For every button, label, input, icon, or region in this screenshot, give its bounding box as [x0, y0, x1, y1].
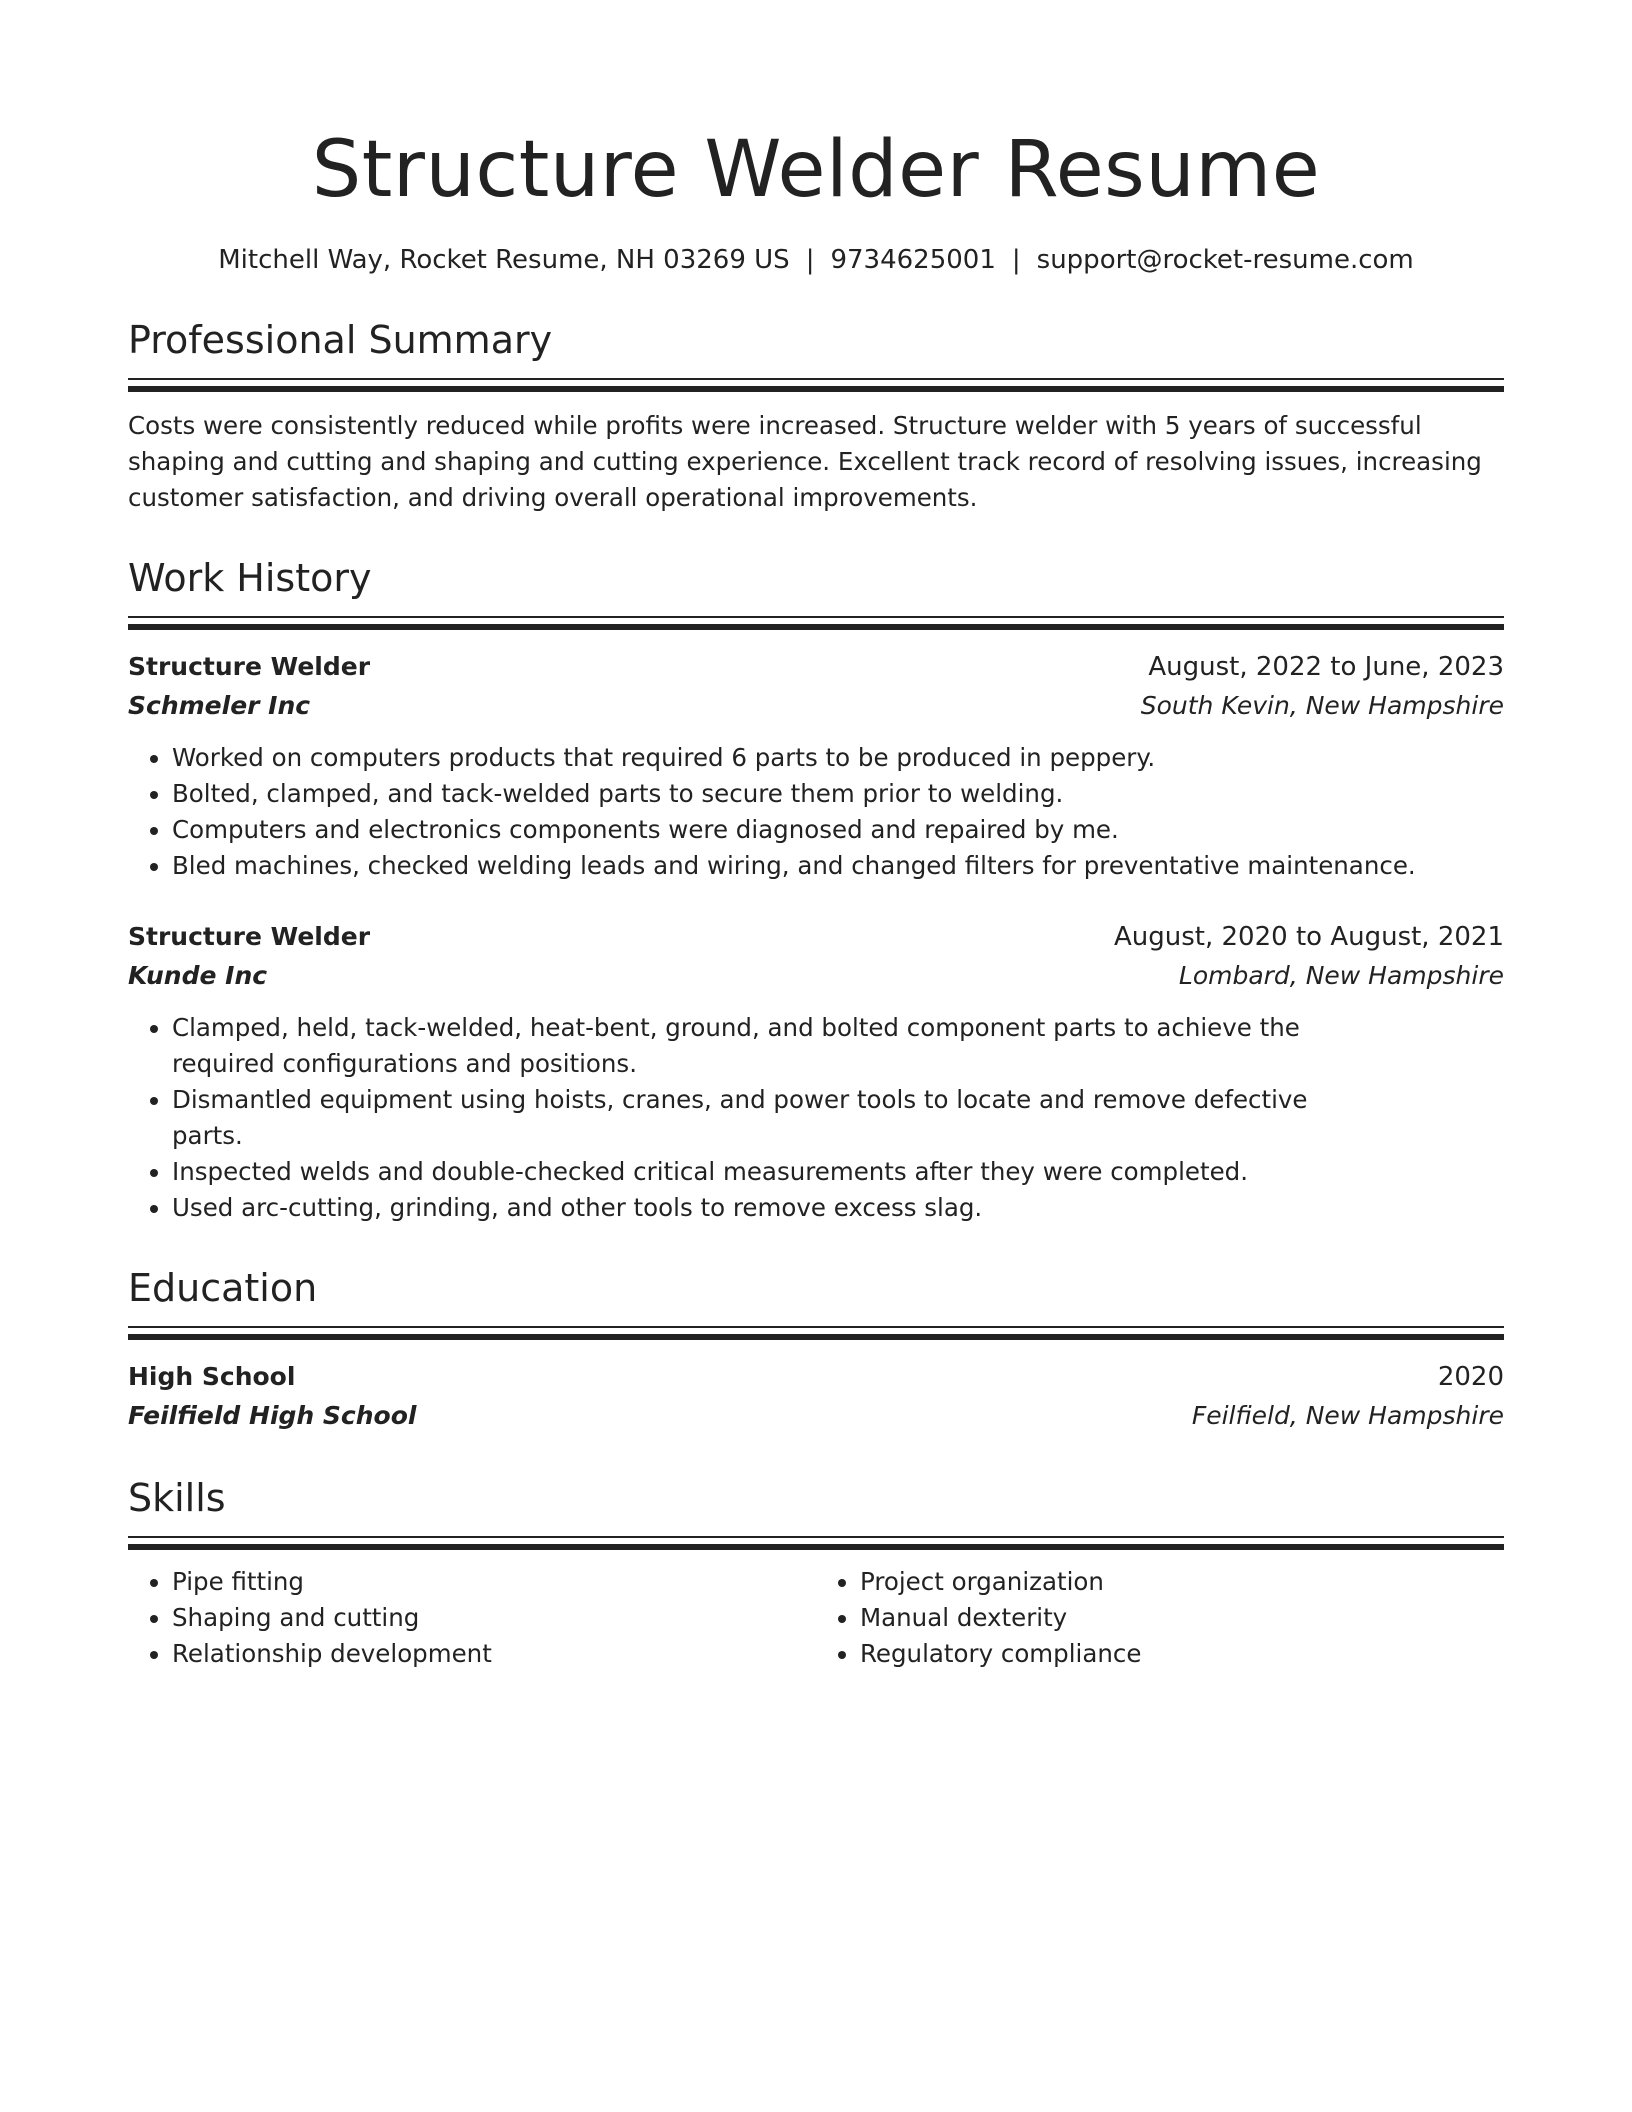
summary-section: [128, 316, 1504, 516]
resume-title: Structure Welder Resume: [311, 125, 1321, 215]
job-header-row: [128, 918, 1504, 956]
skills-section: [128, 1474, 1504, 1672]
summary-text: Costs were consistently reduced while profits were increased. Structure welder with 5 years of successful shaping and cutting and shaping and cutting experience. Excellent track record of resolving issues, increasing customer satisfaction, and driving overall operational improvements.: [128, 411, 1482, 512]
job-bullets: [128, 740, 1504, 884]
education-degree: High School: [128, 1362, 296, 1391]
list-item: • Inspected welds and double-checked critical measurements after they were completed.: [172, 1154, 1344, 1190]
skills-list-right: [816, 1564, 1504, 1672]
list-item: • Computers and electronics components were diagnosed and repaired by me.: [172, 812, 1504, 848]
contact-phone: 9734625001: [830, 245, 996, 275]
skill-item: • Shaping and cutting: [172, 1600, 816, 1636]
list-item: • Dismantled equipment using hoists, cranes, and power tools to locate and remove defective parts.: [172, 1082, 1344, 1154]
job-title: Structure Welder: [128, 922, 371, 951]
contact-separator: |: [805, 245, 815, 275]
contact-separator: |: [1011, 245, 1021, 275]
contact-line: [128, 242, 1504, 278]
section-heading-work-history: Work History: [128, 556, 372, 600]
list-item: • Clamped, held, tack-welded, heat-bent, ground, and bolted component parts to achieve the required configurations and positions.: [172, 1010, 1344, 1082]
skill-item: • Manual dexterity: [860, 1600, 1504, 1636]
section-heading-summary: Professional Summary: [128, 318, 553, 362]
job-company-row: [128, 686, 1504, 726]
section-divider: [128, 616, 1504, 630]
job-company-row: [128, 956, 1504, 996]
list-item: • Worked on computers products that required 6 parts to be produced in peppery.: [172, 740, 1504, 776]
job-dates: August, 2020 to August, 2021: [1114, 922, 1504, 952]
section-divider: [128, 378, 1504, 392]
skills-columns: [128, 1564, 1504, 1672]
list-item: • Bled machines, checked welding leads and wiring, and changed filters for preventative maintenance.: [172, 848, 1504, 884]
section-heading-education: Education: [128, 1266, 318, 1310]
job-header-row: [128, 648, 1504, 686]
job-title: Structure Welder: [128, 652, 371, 681]
skills-list-left: [128, 1564, 816, 1672]
job-entry: [128, 648, 1504, 884]
list-item: • Bolted, clamped, and tack-welded parts to secure them prior to welding.: [172, 776, 1504, 812]
skill-item: • Regulatory compliance: [860, 1636, 1504, 1672]
section-divider: [128, 1326, 1504, 1340]
contact-address: Mitchell Way, Rocket Resume, NH 03269 US: [218, 245, 790, 275]
education-year: 2020: [1437, 1362, 1504, 1392]
job-location: South Kevin, New Hampshire: [1140, 691, 1504, 720]
skill-item: • Pipe fitting: [172, 1564, 816, 1600]
job-company: Schmeler Inc: [128, 691, 311, 720]
education-section: [128, 1264, 1504, 1436]
job-company: Kunde Inc: [128, 961, 268, 990]
education-school: Feilfield High School: [128, 1401, 417, 1430]
job-entry: [128, 918, 1504, 1226]
work-history-section: [128, 554, 1504, 1226]
education-school-row: [128, 1396, 1504, 1436]
education-location: Feilfield, New Hampshire: [1191, 1401, 1504, 1430]
education-entry: [128, 1358, 1504, 1436]
section-divider: [128, 1536, 1504, 1550]
contact-email: support@rocket-resume.com: [1036, 245, 1414, 275]
skill-item: • Project organization: [860, 1564, 1504, 1600]
section-heading-skills: Skills: [128, 1476, 226, 1520]
job-location: Lombard, New Hampshire: [1178, 961, 1504, 990]
education-header-row: [128, 1358, 1504, 1396]
list-item: • Used arc-cutting, grinding, and other tools to remove excess slag.: [172, 1190, 1344, 1226]
job-bullets: [128, 1010, 1504, 1226]
job-dates: August, 2022 to June, 2023: [1148, 652, 1504, 682]
skill-item: • Relationship development: [172, 1636, 816, 1672]
